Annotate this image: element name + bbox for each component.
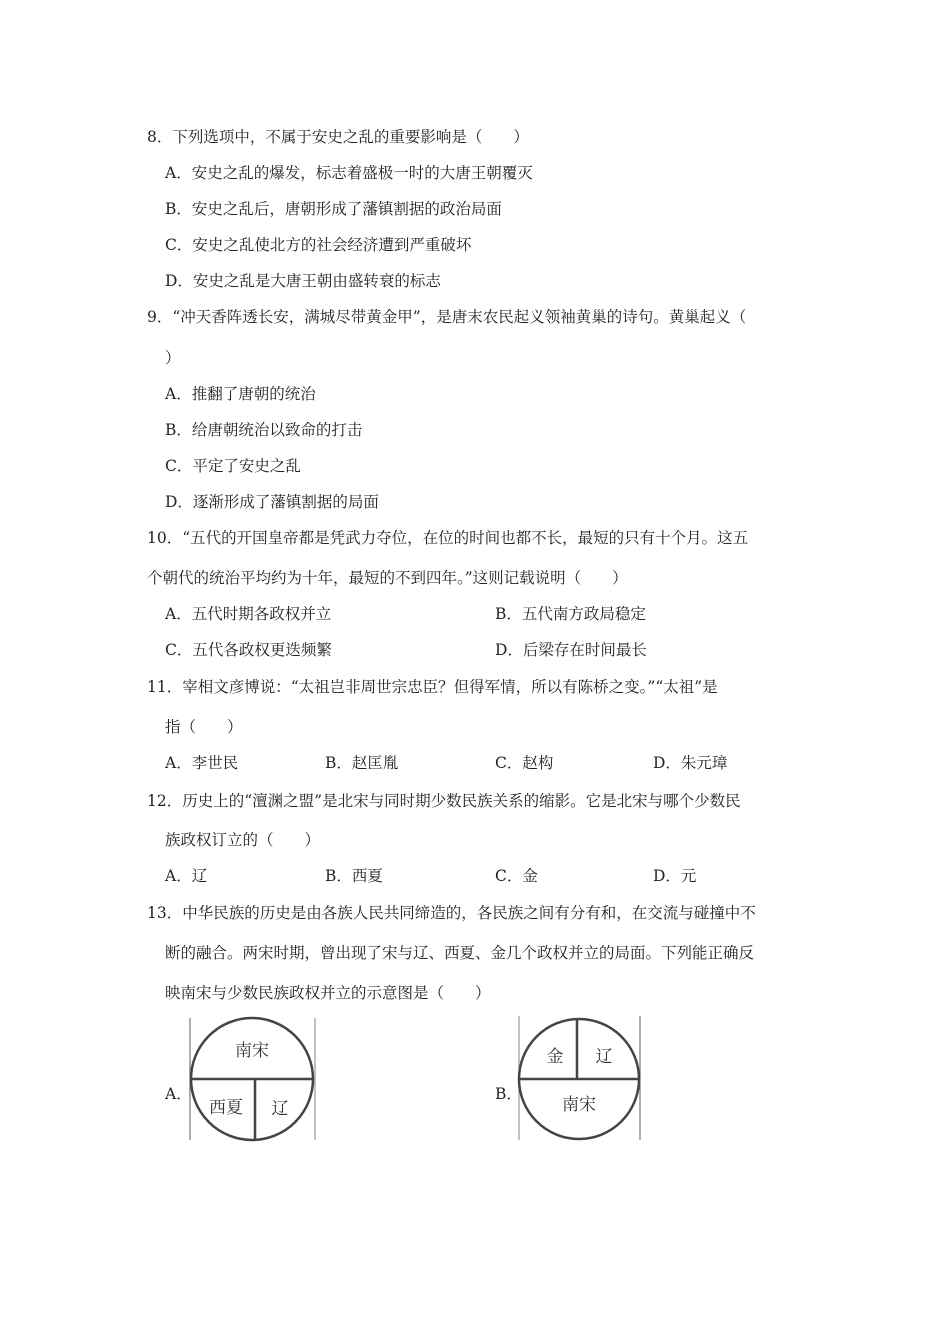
q13-option-a-diagram [188, 1016, 318, 1150]
q10-option-b: B．五代南方政局稳定 [495, 605, 646, 623]
region-nan-song: 南宋 [562, 1095, 596, 1115]
q10-stem-line1: 10．“五代的开国皇帝都是凭武力夺位，在位的时间也都不长，最短的只有十个月。这五 [147, 529, 749, 547]
q12-stem-line1: 12．历史上的“澶渊之盟”是北宋与同时期少数民族关系的缩影。它是北宋与哪个少数民 [147, 792, 741, 810]
q9-option-b: B．给唐朝统治以致命的打击 [165, 421, 363, 439]
q13-stem-line2: 断的融合。两宋时期，曾出现了宋与辽、西夏、金几个政权并立的局面。下列能正确反 [165, 944, 755, 962]
q12-option-a: A．辽 [165, 867, 208, 885]
q11-option-a: A．李世民 [165, 754, 239, 772]
q8-stem: 8．下列选项中，不属于安史之乱的重要影响是（ ） [147, 128, 529, 146]
q12-option-b: B．西夏 [325, 867, 383, 885]
q11-option-d: D．朱元璋 [653, 754, 728, 772]
q11-stem-line2: 指（ ） [165, 718, 243, 736]
region-jin: 金 [546, 1047, 564, 1067]
q10-option-c: C．五代各政权更迭频繁 [165, 641, 332, 659]
q9-option-c: C．平定了安史之乱 [165, 457, 301, 475]
q13-option-a-label: A． [165, 1085, 192, 1103]
q10-option-d: D．后梁存在时间最长 [495, 641, 647, 659]
q11-option-b: B．赵匡胤 [325, 754, 399, 772]
q9-option-d: D．逐渐形成了藩镇割据的局面 [165, 493, 379, 511]
region-liao: 辽 [271, 1099, 289, 1119]
q10-option-a: A．五代时期各政权并立 [165, 605, 332, 623]
region-nan-song: 南宋 [235, 1041, 269, 1061]
region-xi-xia: 西夏 [209, 1098, 243, 1118]
q8-option-c: C．安史之乱使北方的社会经济遭到严重破坏 [165, 236, 472, 254]
q8-option-a: A．安史之乱的爆发，标志着盛极一时的大唐王朝覆灭 [165, 164, 533, 182]
q9-stem-line2: ） [165, 349, 181, 367]
q10-stem-line2: 个朝代的统治平均约为十年，最短的不到四年。”这则记载说明（ ） [147, 569, 628, 587]
q12-option-c: C．金 [495, 867, 538, 885]
q11-stem-line1: 11．宰相文彦博说：“太祖岂非周世宗忠臣？但得军情，所以有陈桥之变。”“太祖”是 [147, 678, 718, 696]
q13-stem-line3: 映南宋与少数民族政权并立的示意图是（ ） [165, 984, 491, 1002]
q13-option-b-label: B． [495, 1085, 522, 1103]
q11-option-c: C．赵构 [495, 754, 554, 772]
q13-stem-line1: 13．中华民族的历史是由各族人民共同缔造的，各民族之间有分有和，在交流与碰撞中不 [147, 904, 756, 922]
q9-stem-line1: 9．“冲天香阵透长安，满城尽带黄金甲”，是唐末农民起义领袖黄巢的诗句。黄巢起义（ [147, 308, 747, 326]
region-liao: 辽 [595, 1047, 613, 1067]
q12-option-d: D．元 [653, 867, 697, 885]
q8-option-d: D．安史之乱是大唐王朝由盛转衰的标志 [165, 272, 441, 290]
q13-option-b-diagram [517, 1014, 645, 1148]
q12-stem-line2: 族政权订立的（ ） [165, 831, 321, 849]
q9-option-a: A．推翻了唐朝的统治 [165, 385, 316, 403]
q8-option-b: B．安史之乱后，唐朝形成了藩镇割据的政治局面 [165, 200, 502, 218]
